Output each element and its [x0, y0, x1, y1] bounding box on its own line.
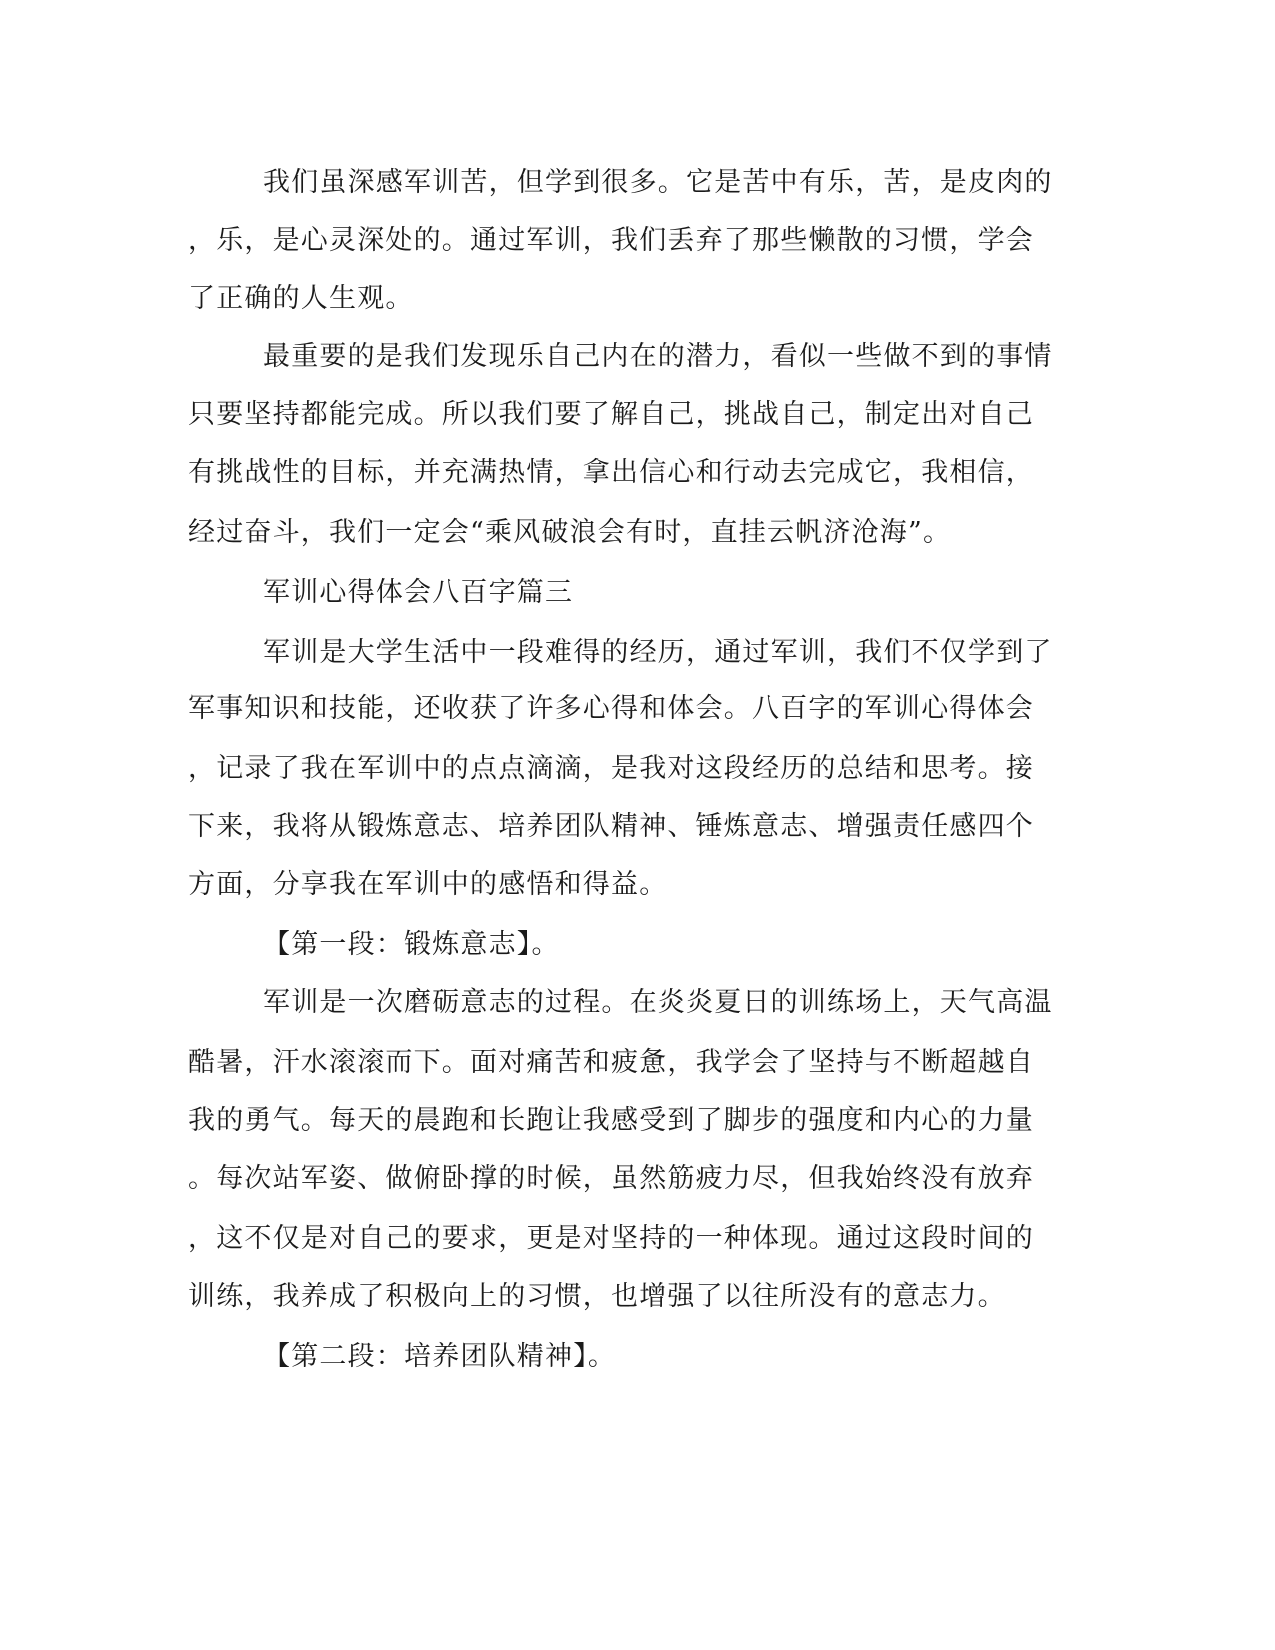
text-line: 方面，分享我在军训中的感悟和得益。: [188, 869, 668, 900]
text-line: 了正确的人生观。: [188, 283, 414, 314]
paragraph-heading: 【第一段：锻炼意志】。: [263, 929, 560, 960]
section-heading: 军训心得体会八百字篇三: [263, 577, 574, 608]
text-line: 我的勇气。每天的晨跑和长跑让我感受到了脚步的强度和内心的力量: [188, 1105, 1034, 1136]
text-line: 最重要的是我们发现乐自己内在的潜力，看似一些做不到的事情: [263, 341, 1053, 372]
text-line: 下来，我将从锻炼意志、培养团队精神、锤炼意志、增强责任感四个: [188, 811, 1034, 842]
text-line: 军训是大学生活中一段难得的经历，通过军训，我们不仅学到了: [263, 637, 1053, 668]
text-line: 训练，我养成了积极向上的习惯，也增强了以往所没有的意志力。: [188, 1281, 1006, 1312]
text-line: 我们虽深感军训苦，但学到很多。它是苦中有乐，苦，是皮肉的: [263, 167, 1053, 198]
text-line: 。每次站军姿、做俯卧撑的时候，虽然筋疲力尽，但我始终没有放弃: [188, 1163, 1034, 1194]
text-line: ，记录了我在军训中的点点滴滴，是我对这段经历的总结和思考。接: [188, 753, 1034, 784]
text-line: 军训是一次磨砺意志的过程。在炎炎夏日的训练场上，天气高温: [263, 987, 1053, 1018]
text-line: ，乐，是心灵深处的。通过军训，我们丢弃了那些懒散的习惯，学会: [188, 225, 1034, 256]
text-line: 经过奋斗，我们一定会“乘风破浪会有时，直挂云帆济沧海”。: [188, 517, 952, 548]
text-line: 只要坚持都能完成。所以我们要了解自己，挑战自己，制定出对自己: [188, 399, 1034, 430]
paragraph-heading: 【第二段：培养团队精神】。: [263, 1341, 617, 1372]
text-line: 有挑战性的目标，并充满热情，拿出信心和行动去完成它，我相信，: [188, 457, 1034, 488]
text-line: 军事知识和技能，还收获了许多心得和体会。八百字的军训心得体会: [188, 693, 1034, 724]
text-line: 酷暑，汗水滚滚而下。面对痛苦和疲惫，我学会了坚持与不断超越自: [188, 1047, 1034, 1078]
text-line: ，这不仅是对自己的要求，更是对坚持的一种体现。通过这段时间的: [188, 1223, 1034, 1254]
